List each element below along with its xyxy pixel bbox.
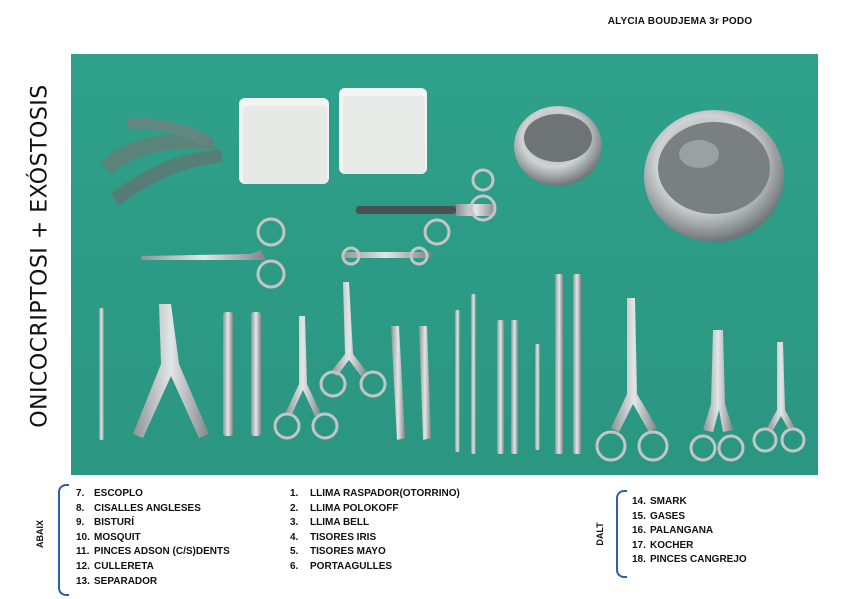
item-number: 11. (76, 546, 90, 558)
item-number: 10. (76, 531, 90, 543)
bracket-dalt (616, 490, 627, 578)
list-item (76, 487, 230, 502)
list-item (632, 510, 747, 525)
item-number: 18. (632, 554, 646, 566)
item-number: 9. (76, 517, 85, 529)
list-item (632, 524, 747, 539)
item-label: SEPARADOR (94, 575, 158, 587)
item-label: ESCOPLO (94, 488, 143, 499)
list-item (632, 539, 747, 554)
list-item (632, 495, 747, 510)
item-number: 7. (76, 488, 85, 499)
needle-holder-horizontal (141, 219, 284, 287)
instrument-photo (71, 54, 818, 475)
list-item (290, 531, 460, 546)
item-number: 4. (290, 531, 299, 543)
item-label: CISALLES ANGLESES (94, 502, 201, 514)
item-number: 6. (290, 560, 299, 572)
item-label: PORTAAGULLES (310, 560, 393, 572)
legend-middle (290, 487, 460, 575)
smark-tourniquet (101, 118, 223, 206)
small-bowl (514, 106, 602, 186)
item-number: 1. (290, 488, 299, 499)
item-number: 14. (632, 496, 646, 507)
item-label: KOCHER (650, 539, 694, 551)
group-label-dalt-text: DALT (595, 522, 605, 546)
bracket-abaix (58, 484, 69, 596)
list-item (76, 516, 230, 531)
item-label: SMARK (650, 496, 687, 507)
gauze-pads (239, 88, 427, 184)
separator-small (341, 248, 431, 264)
list-item (290, 560, 460, 575)
list-item (290, 502, 460, 517)
item-label: MOSQUIT (94, 531, 141, 543)
list-item (290, 545, 460, 560)
item-number: 15. (632, 510, 646, 522)
legend-dalt (632, 495, 747, 568)
group-label-abaix-text: ABAIX (35, 519, 45, 549)
item-label: TISORES IRIS (310, 531, 377, 543)
item-number: 8. (76, 502, 85, 514)
item-number: 17. (632, 539, 646, 551)
list-item (76, 531, 230, 546)
list-item (76, 560, 230, 575)
item-label: PALANGANA (650, 525, 714, 537)
item-label: TISORES MAYO (310, 546, 386, 558)
item-label: PINCES CANGREJO (650, 554, 747, 566)
bottom-instruments (99, 274, 804, 460)
list-item (76, 502, 230, 517)
item-number: 2. (290, 502, 299, 514)
instrument-illustration (71, 54, 818, 475)
syringe (356, 170, 496, 244)
author-label: ALYCIA BOUDJEMA 3r PODO (607, 16, 753, 27)
item-label: CULLERETA (94, 560, 154, 572)
large-bowl (644, 110, 784, 242)
item-label: GASES (650, 510, 686, 522)
item-label: LLIMA RASPADOR(OTORRINO) (310, 488, 460, 499)
item-number: 3. (290, 517, 299, 529)
legend-abaix (76, 487, 230, 589)
item-number: 12. (76, 560, 90, 572)
item-label: PINCES ADSON (C/S)DENTS (94, 546, 230, 558)
list-item (632, 553, 747, 568)
item-number: 16. (632, 525, 646, 537)
item-number: 5. (290, 546, 299, 558)
item-number: 13. (76, 575, 90, 587)
item-label: LLIMA BELL (310, 517, 370, 529)
list-item (76, 545, 230, 560)
list-item (290, 516, 460, 531)
item-label: BISTURÍ (94, 517, 134, 529)
list-item (76, 575, 230, 590)
list-item (290, 487, 460, 502)
item-label: LLIMA POLOKOFF (310, 502, 399, 514)
side-title-text: ONICOCRIPTOSI + EXÓSTOSIS (27, 84, 53, 428)
